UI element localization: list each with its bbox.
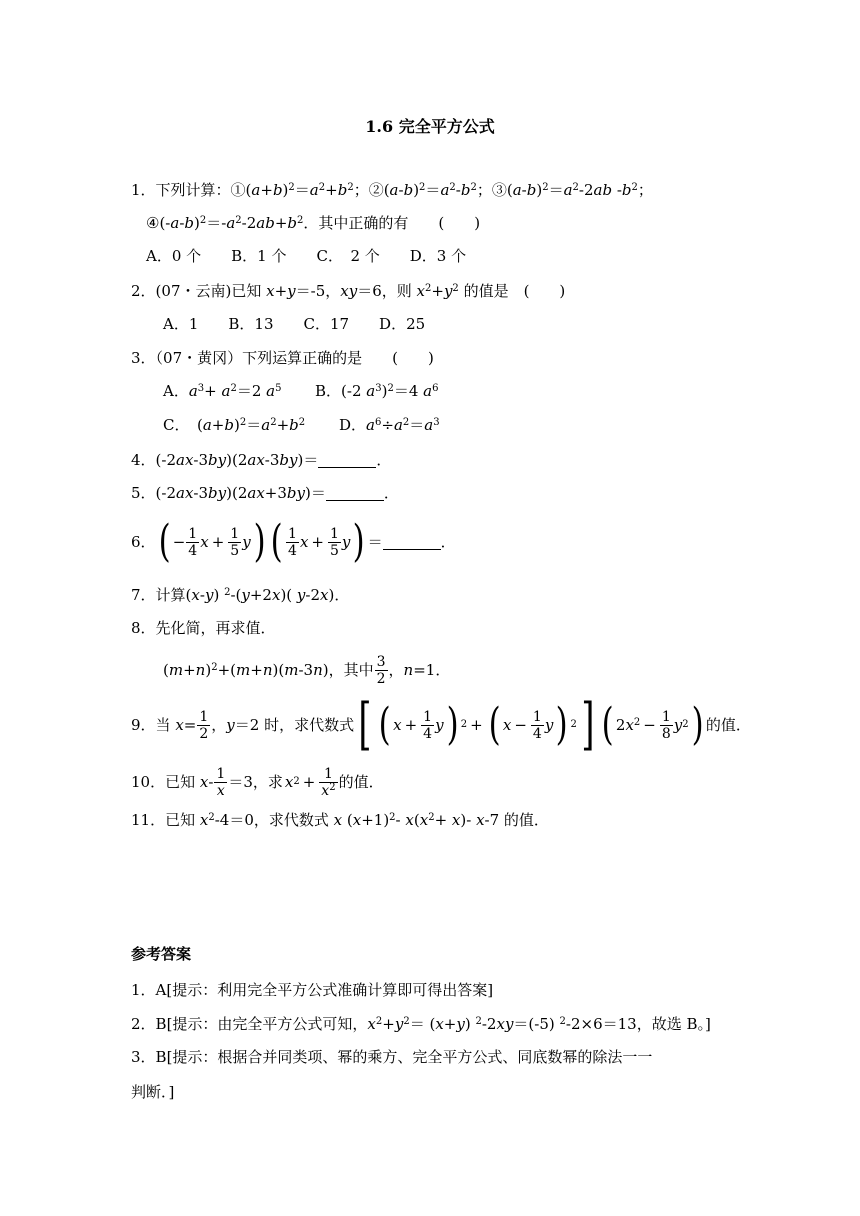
question-10-line: 10．已知 x- $\frac{1}{x}$ ＝3，求 x 2 + $\frac{1}{x^2}$ 的值．	[131, 765, 384, 799]
left-paren: (	[601, 699, 614, 750]
question-1-line-1: 1．下列计算：$①(a+b)^2=a^2+b^2$；$②(a-b)^2=a^2-b^2$；$③(a-b)^2=a^2-2ab$ $-b^2$；	[131, 181, 653, 199]
question-2-line: 2．(07・云南)已知 x+y＝-5，xy＝6，则 $x^2+y^2$ 的值是 ( )	[131, 282, 566, 300]
question-3-option-d: D．$a^6\div a^2=a^3$	[339, 416, 440, 434]
answer-3-line-2: 判断．]	[131, 1083, 175, 1101]
answer-blank	[326, 486, 384, 501]
question-3-option-c: C． $(a+b)^2=a^2+b^2$	[163, 416, 306, 434]
answer-2: 2．B[提示：由完全平方公式可知，$x^2+y^2= (x+y)$ $^2$-2xy＝(-5) $^2$-2×6＝13，故选 B。]	[131, 1015, 711, 1033]
fraction-one-quarter: $\frac{1}{4}$	[288, 525, 297, 559]
answers-heading: 参考答案	[131, 945, 192, 963]
question-4-line: 4．(-2ax-3by)(2ax-3by)＝ ．	[131, 451, 392, 469]
fraction-one-quarter: $\frac{1}{4}$	[188, 525, 198, 559]
question-5-line: 5．(-2ax-3by)(2ax+3by)＝ ．	[131, 484, 399, 502]
answer-blank	[383, 535, 441, 550]
answer-1: 1．A[提示：利用完全平方公式准确计算即可得出答案]	[131, 981, 494, 999]
right-paren: )	[691, 699, 704, 750]
fraction-three-halves: $\frac{3}{2}$	[376, 653, 386, 687]
right-paren: )	[555, 699, 568, 750]
left-paren: (	[270, 516, 283, 567]
fraction-one-quarter: $\frac{1}{4}$	[532, 708, 542, 742]
question-3-option-b: B．(-2 $a^3)^2=4$ $a^6$	[315, 382, 439, 400]
question-7-line: 7．计算(x-y) $^2$-(y+2x)( y-2x)．	[131, 586, 350, 604]
answer-3-line-1: 3．B[提示：根据合并同类项、幂的乘方、完全平方公式、同底数幂的除法一一	[131, 1048, 653, 1066]
question-8-line-1: 8．先化简，再求值．	[131, 619, 276, 637]
right-paren: )	[446, 699, 459, 750]
question-11-line: 11．已知 $x^2-4=0$，求代数式 x $(x+1)^2-$ $x(x^2+ x)-$ x-7 的值．	[131, 811, 549, 829]
fraction-one-half: $\frac{1}{2}$	[199, 708, 209, 742]
question-1-options: A．0 个 B．1 个 C． 2 个 D．3 个	[146, 247, 467, 265]
fraction-one-fifth: $\frac{1}{5}$	[329, 525, 339, 559]
question-2-options: A．1 B．13 C．17 D．25	[163, 315, 426, 333]
question-3-option-a: A．$a^3+ a^2=2$ $a^5$	[163, 382, 282, 400]
question-6-line: 6． ( − $\frac{1}{4}$ x + $\frac{1}{5}$ y ) ( $\frac{1}{4}$ x + $\frac{1}{5}$ y ) ＝ ．	[131, 516, 456, 567]
fraction-one-eighth: $\frac{1}{8}$	[661, 708, 671, 742]
left-bracket: [	[358, 692, 372, 757]
right-paren: )	[352, 516, 365, 567]
question-8-line-2: $(m+n)^2+(m+n)(m-3n)$，其中 $\frac{3}{2}$ ，n=1．	[163, 653, 451, 687]
left-paren: (	[488, 699, 501, 750]
minus-sign: −	[172, 533, 186, 551]
answer-blank	[318, 453, 376, 468]
question-3-line: 3．（07・黄冈）下列运算正确的是 ( )	[131, 349, 434, 367]
fraction-one-quarter: $\frac{1}{4}$	[423, 708, 433, 742]
left-paren: (	[378, 699, 391, 750]
fraction-one-fifth: $\frac{1}{5}$	[230, 525, 240, 559]
left-paren: (	[158, 516, 171, 567]
fraction-one-over-x: $\frac{1}{x}$	[216, 765, 226, 799]
right-bracket: ]	[581, 692, 595, 757]
question-6-number: 6．	[131, 533, 156, 551]
question-1-line-2: $④(-a-b)^2=-a^2-2ab+b^2$．其中正确的有 ( )	[146, 214, 481, 232]
right-paren: )	[253, 516, 266, 567]
fraction-one-over-x-squared: $\frac{1}{x^2}$	[321, 765, 336, 799]
question-9-line: 9．当 x= $\frac{1}{2}$ ，y＝2 时，求代数式 [ ( x + $\frac{1}{4}$ y ) 2 + ( x − $\frac{1}{4}$ y ) 2 ] ( $2x^2$ − $\frac{1}{8}$ y 2 ) 的值．	[131, 692, 751, 757]
page-title: 1.6 完全平方公式	[365, 117, 495, 136]
